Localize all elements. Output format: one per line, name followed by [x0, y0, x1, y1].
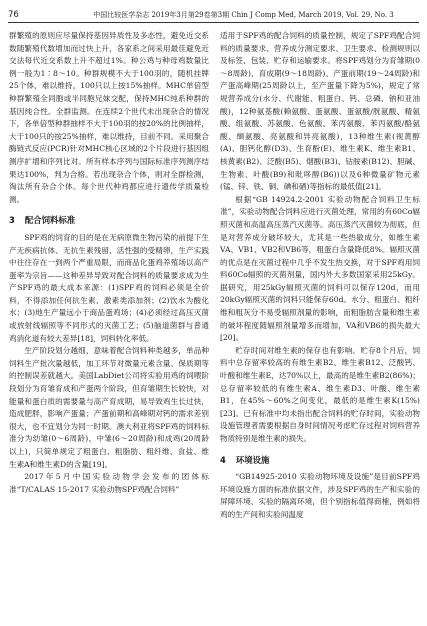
paragraph: 群繁殖的原则应尽量保持基因异质性及多态性，避免近交系数随繁殖代数增加而过快上升，各家系之间采用最佳避免近交法每代近交系数上升不超过1%。种公鸡与种母鸡数量比例一般为1∶8～10。种群规模不大于100羽的，随机挂牌25个体，难以维持，100只以上按15%抽样。MHC单倍型种群繁殖全同胞或半同胞兄妹交配，保持MHC纯系种群的基因纯合性。全群监测。在连续2个世代未出现杂合的情况下，各单倍型种群抽样不大于100羽的按20%的比例抽样，大于100只的按25%抽样，难以维持，目前不同。采用聚合酶链式反应(PCR)针对MHC核心区域的2个片段进行基因组测序扩增和序列比对。所有样本序列与国际标准序列测序结果达100%，判为合格。若出现杂合个体，则对全群检测，淘汰所有杂合个体。每个世代种鸡都应进行遗传学质量检测。	[9, 31, 209, 204]
paragraph: “GB14925-2010 实验动物环境及设施”是目前SPF鸡环境设施方面的标准依据文件，涉及SPF鸡的生产和实验的屏障环境、实验的隔离环境，但个别指标值得商榷，例如将鸡的生产间和实验间温度	[220, 472, 420, 519]
left-column	[9, 30, 209, 620]
section-heading	[9, 214, 209, 227]
paragraph: SPF鸡的饲育的目的是在无病原微生物污染的前提下生产无疾病抗体、无抗生素残留、活性强的受精卵，生产实践中往往存在一到两个严重局限，而商品化蛋鸡养殖场以高产蛋率为宗旨——这种差异导致对配合饲料的质量要求成为生产SPF鸡的最大成本来源：(1)SPF鸡的饲料必须是全价料，不得添加任何抗生素、激素类添加剂；(2)饮水为酸化水；(3)地生产量远小于商品蛋鸡场；(4)必须经过高压灭菌或放射线辐照等不同形式的灭菌工艺；(5)脑道菌群与普通鸡消化道有较大差异[18]，饲料转化率低。	[9, 232, 209, 343]
paragraph: 根据“GB 14924.2-2001 实验动物配合饲料卫生标准”，实验动物配合饲料应进行灭菌处理，常用的有60Co辐照灭菌和高温高压蒸汽灭菌等。高压蒸汽灭菌较为彻底，但是对营养成分破坏较大，尤其是一些热敏成分，如维生素VA、VB1、VB2和VB6等，粗蛋白含量降低8%。辐照灭菌的优点是在灭菌过程中几乎不发生热交换，对于SPF鸡用饲料60Co辐照的灭菌剂量，国内外大多数国家采用25kGy。据研究，用25kGy辐照灭菌的饲料可以保存120d，而用20kGy辐照灭菌的饲料只能保存60d。水分、粗蛋白、粗纤维和粗灰分不易受辐照剂量的影响，而粗脂肪含量和维生素的破坏程度随辐照剂量增多而增加，VA和VB6的损失最大[20]。	[220, 194, 420, 343]
paragraph: 2017年5月中国实验动物学会发布的团体标准“T/CALAS 15-2017 实验动物SPF鸡配合饲料”	[9, 472, 209, 494]
paragraph: 生产阶段划分越细，意味着配合饲料种类越多，单品种饲料生产批次量越低，加工环节对微量元素含量、保质期等的控制误差就越大。美国LabDiet公司将实验用鸡的饲喂阶段划分为育雏育成和产蛋两个阶段，但育雏期生长较快，对能量和蛋白质的需要量与高产育成期，易导致鸡生长过快，造成肥胖，影响产蛋量；产蛋前期和高峰期对钙的需求差别很大，也不宜划分为同一时期。澳大利亚将SPF鸡的饲料标准分为幼雏(0～6周龄)、中雏(6～20周龄)和成鸡(20周龄以上)，只简单规定了粗蛋白、粗脂肪、粗纤维、食盐、维生素A和维生素D的含量[19]。	[9, 346, 209, 469]
section-heading	[220, 454, 420, 467]
paragraph: 贮存时间对维生素的保存也有影响。贮存8个月后，饲料中总存留率较高的有维生素B2、维生素B12、泛酸钙、叶酸和维生素E，达70%以上，最高的是维生素B2(86%)；总存留率较低的有维生素A、维生素D3、叶酸、维生素B1，在45%～60%之间变化，最低的是维生素K(15%)[23]。已有标准中均未指出配合饲料的贮存时间，实验动物设施管理者需要根据自身时间情况考虑贮存过程对饲料营养物质特别是维生素的损失。	[220, 345, 420, 443]
section-title: 环境设施	[235, 454, 270, 465]
journal-running-title: 中国比较医学杂志 2019年3月第29卷第3期 Chin J Comp Med, March 2019, Vol. 29, No. 3	[93, 11, 394, 19]
right-column	[220, 30, 420, 620]
section-title: 配合饲料标准	[24, 215, 76, 226]
page-header	[8, 8, 419, 23]
section-number: 3	[9, 215, 15, 226]
paragraph: 适用于SPF鸡的配合饲料的质量控制，规定了SPF鸡配合饲料的质量要求、营养成分测定要求、卫生要求、检测规则以及标签、包装、贮存和运输要求。将SPF鸡划分为育雏期(0～8周龄)、育成期(9～18周龄)、产蛋前期(19～24周龄)和产蛋高峰期(25周龄以上，至产蛋量下降为5%)，规定了常规营养成分(水分、代谢能、粗蛋白、钙、总磷、钠和亚油酸)，12种氨基酸(赖氨酸、蛋氨酸、蛋氨酸/胱氨酸、精氨酸、组氨酸、苏氨酸、色氨酸、苯丙氨酸、苯丙氨酸/酪氨酸、缬氨酸、亮氨酸和异亮氨酸)，13种维生素(视黄醇(A)、胆钙化醇(D3)、生育酚(E)、维生素K、维生素B1、核黄素(B2)、泛酸(B5)、烟酸(B3)、钴胺素(B12)、胆碱、生物素、叶酸(B9)和吡哆醇(B6))以及6种微量矿物元素(锰、锌、铁、铜、碘和硒)等指标的最低值[21]。	[220, 31, 420, 192]
page-number: 76	[8, 10, 19, 20]
section-number: 4	[220, 454, 226, 465]
